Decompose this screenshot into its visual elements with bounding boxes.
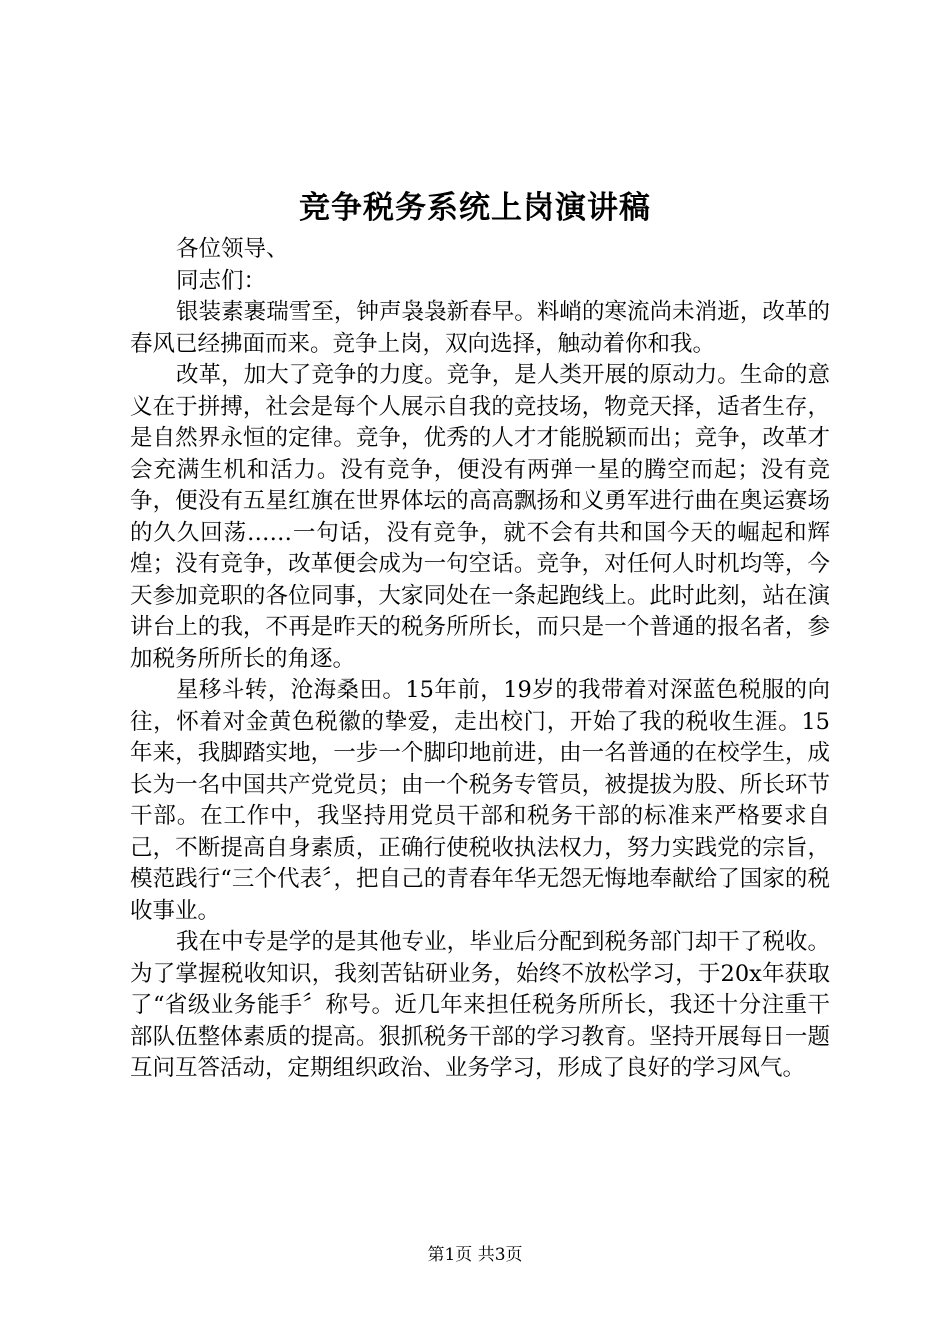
salutation-line: 同志们： <box>176 267 267 294</box>
body-paragraph: 我在中专是学的是其他专业，毕业后分配到税务部门却干了税收。为了掌握税收知识，我刻苦钻研业务，始终不放松学习，于20x年获取了“省级业务能手〞称号。近几年来担任税务所所长，我还十分注重干部队伍整体素质的提高。狠抓税务干部的学习教育。坚持开展每日一题互问互答活动，定期组织政治、业务学习，形成了良好的学习风气。 <box>130 929 830 1081</box>
salutation-line: 各位领导、 <box>176 236 289 262</box>
page-number-footer: 第1页 共3页 <box>427 1245 523 1265</box>
body-paragraph: 星移斗转，沧海桑田。15年前，19岁的我带着对深蓝色税服的向往，怀着对金黄色税徽的挚爱，走出校门，开始了我的税收生涯。15年来，我脚踏实地，一步一个脚印地前进，由一名普通的在校学生，成长为一名中国共产党党员；由一个税务专管员，被提拔为股、所长环节干部。在工作中，我坚持用党员干部和税务干部的标准来严格要求自己，不断提高自身素质，正确行使税收执法权力，努力实践党的宗旨，模范践行“三个代表〞，把自己的青春年华无怨无悔地奉献给了国家的税收事业。 <box>130 677 830 924</box>
document-body <box>130 234 830 1085</box>
body-paragraph: 银装素裹瑞雪至，钟声袅袅新春早。料峭的寒流尚未消逝，改革的春风已经拂面而来。竞争上岗，双向选择，触动着你和我。 <box>130 299 830 357</box>
body-paragraph: 改革，加大了竞争的力度。竞争，是人类开展的原动力。生命的意义在于拼搏，社会是每个人展示自我的竞技场，物竞天择，适者生存，是自然界永恒的定律。竞争，优秀的人才才能脱颖而出；竞争，改革才会充满生机和活力。没有竞争，便没有两弹一星的腾空而起；没有竞争，便没有五星红旗在世界体坛的高高飘扬和义勇军进行曲在奥运赛场的久久回荡……一句话，没有竞争，就不会有共和国今天的崛起和辉煌；没有竞争，改革便会成为一句空话。竞争，对任何人时机均等，今天参加竞职的各位同事，大家同处在一条起跑线上。此时此刻，站在演讲台上的我，不再是昨天的税务所所长，而只是一个普通的报名者，参加税务所所长的角逐。 <box>130 362 830 672</box>
document-title: 竞争税务系统上岗演讲稿 <box>299 190 651 226</box>
